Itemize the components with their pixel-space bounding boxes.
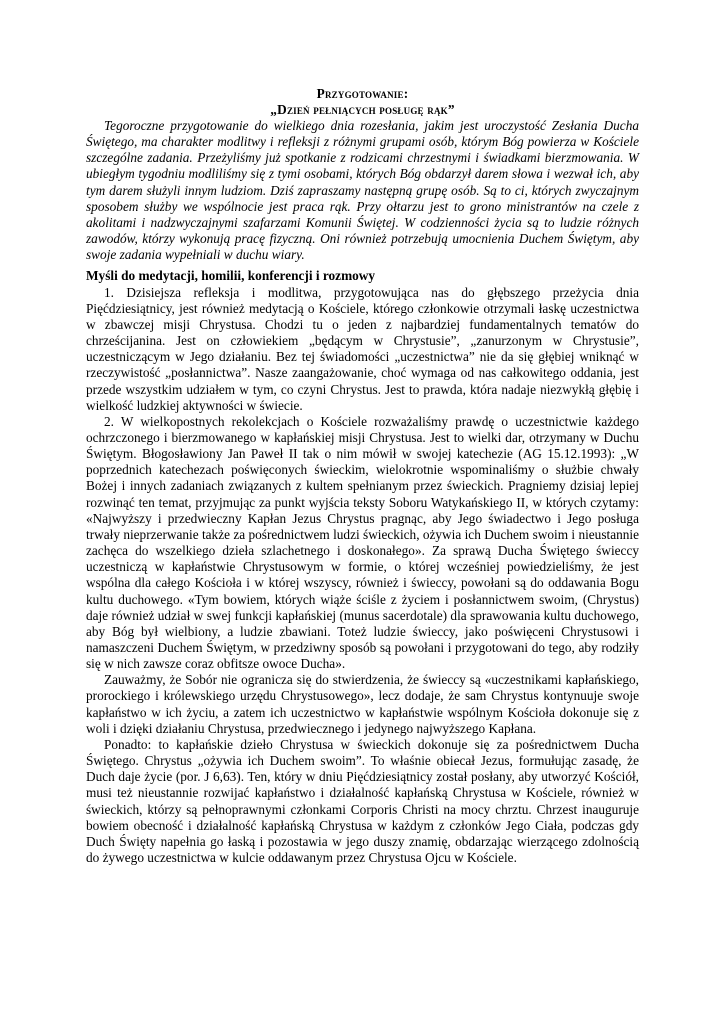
body-paragraph-4: Ponadto: to kapłańskie dzieło Chrystusa w świeckich dokonuje się za pośrednictwem Ducha Świętego. Chrystus „ożywia ich Duchem swoim”. To właśnie obiecał Jezus, formułując zasadę, że Duch daje życie (por. J 6,63). Ten, który w dniu Pięćdziesiątnicy został posłany, aby utworzyć Kościół, musi też nieustannie rozwijać kapłaństwo i działalność kapłańską Chrystusa w Kościele, również w świeckich, którzy są pełnoprawnymi członkami Corporis Christi na mocy chrztu. Chrzest inauguruje bowiem obecność i działalność kapłańską Chrystusa w każdym z członków Jego Ciała, podczas gdy Duch Święty napełnia go łaską i pozostawia w jego duszy znamię, obdarzając wierzącego zdolnością do żywego uczestnictwa w kulcie oddawanym przez Chrystusa Ojcu w Kościele. — [86, 736, 639, 866]
body-paragraph-3: Zauważmy, że Sobór nie ogranicza się do stwierdzenia, że świeccy są «uczestnikami kapłańskiego, prorockiego i królewskiego urzędu Chrystusowego», lecz dodaje, że sam Chrystus kontynuuje swoje kapłaństwo w ich życiu, a zatem ich uczestnictwo w kapłaństwie wspólnym Kościoła dokonuje się z woli i dzięki działaniu Chrystusa, przedwiecznego i jedynego najwyższego Kapłana. — [86, 672, 639, 736]
document-title-line2: „Dzień pełniących posługę rąk” — [270, 102, 455, 117]
body-paragraph-2: 2. W wielkopostnych rekolekcjach o Kościele rozważaliśmy prawdę o uczestnictwie każdego ochrzczonego i bierzmowanego w kapłańskiej misji Chrystusa. Jest to wielki dar, otrzymany w Duchu Świętym. Błogosławiony Jan Paweł II tak o nim mówił w swojej katechezie (AG 15.12.1993): „W poprzednich katechezach poświęconych świeckim, wielokrotnie wspominaliśmy o służbie chwały Bożej i innych zadaniach związanych z kultem spełnianym przez świeckich. Pragniemy dzisiaj lepiej rozwinąć ten temat, przyjmując za punkt wyjścia teksty Soboru Watykańskiego II, w których czytamy: «Najwyższy i przedwieczny Kapłan Jezus Chrystus pragnąc, aby Jego świadectwo i Jego posługa trwały nieprzerwanie także za pośrednictwem ludzi świeckich, ożywia ich Duchem swoim i nieustannie zachęca do wszelkiego dzieła szlachetnego i doskonałego». Za sprawą Ducha Świętego świeccy uczestniczą w kapłaństwie Chrystusowym w formie, o której wcześniej powiedzieliśmy, że jest wspólna dla całego Kościoła i w której wszyscy, również i świeccy, powołani są do oddawania Bogu kultu duchowego. «Tym bowiem, których wiąże ściśle z życiem i posłannictwem swoim, (Chrystus) daje również udział w swej funkcji kapłańskiej (munus sacerdotale) dla sprawowania kultu duchowego, aby Bóg był wielbiony, a ludzie zbawiani. Toteż ludzie świeccy, jako poświęceni Chrystusowi i namaszczeni Duchem Świętym, w przedziwny sposób są powołani i przygotowani do tego, aby rodziły się w nich zawsze coraz obfitsze owoce Ducha». — [86, 413, 639, 672]
intro-paragraph: Tegoroczne przygotowanie do wielkiego dnia rozesłania, jakim jest uroczystość Zesłania Ducha Świętego, ma charakter modlitwy i refleksji z różnymi grupami osób, którym Bóg powierza w Kościele szczególne zadania. Przeżyliśmy już spotkanie z rodzicami chrzestnymi i świadkami bierzmowania. W ubiegłym tygodniu modliliśmy się z tymi osobami, których Bóg obdarzył darem słowa i wezwał ich, aby tym darem służyli innym ludziom. Dziś zapraszamy następną grupę osób. Są to ci, których zwyczajnym sposobem służby we wspólnocie jest praca rąk. Przy ołtarzu jest to grono ministrantów na czele z akolitami i nadzwyczajnymi szafarzami Komunii Świętej. W codzienności życia są to ludzie różnych zawodów, którzy wykonują pracę fizyczną. Oni również potrzebują umocnienia Duchem Świętym, aby swoje zadania wypełniali w duchu wiary. — [86, 118, 639, 263]
document-page — [86, 86, 639, 866]
body-paragraph-1: 1. Dzisiejsza refleksja i modlitwa, przygotowująca nas do głębszego przeżycia dnia Pięćdziesiątnicy, jest również medytacją o Kościele, którego członkowie otrzymali łaskę uczestnictwa w zbawczej misji Chrystusa. Chodzi tu o jeden z najbardziej fundamentalnych tematów do chrześcijanina. Jest on człowiekiem „będącym w Chrystusie”, „zanurzonym w Chrystusie”, uczestniczącym w Jego działaniu. Bez tej świadomości „uczestnictwa” nie da się głębiej wniknąć w rzeczywistość „posłannictwa”. Nasze zaangażowanie, choć wymaga od nas całkowitego oddania, jest przede wszystkim udziałem w tym, co czyni Chrystus. Jest to prawda, która nadaje niezwykłą głębię i wielkość ludzkiej aktywności w świecie. — [86, 284, 639, 413]
section-heading: Myśli do medytacji, homilii, konferencji i rozmowy — [86, 268, 376, 284]
document-title-line1: Przygotowanie: — [316, 86, 409, 101]
